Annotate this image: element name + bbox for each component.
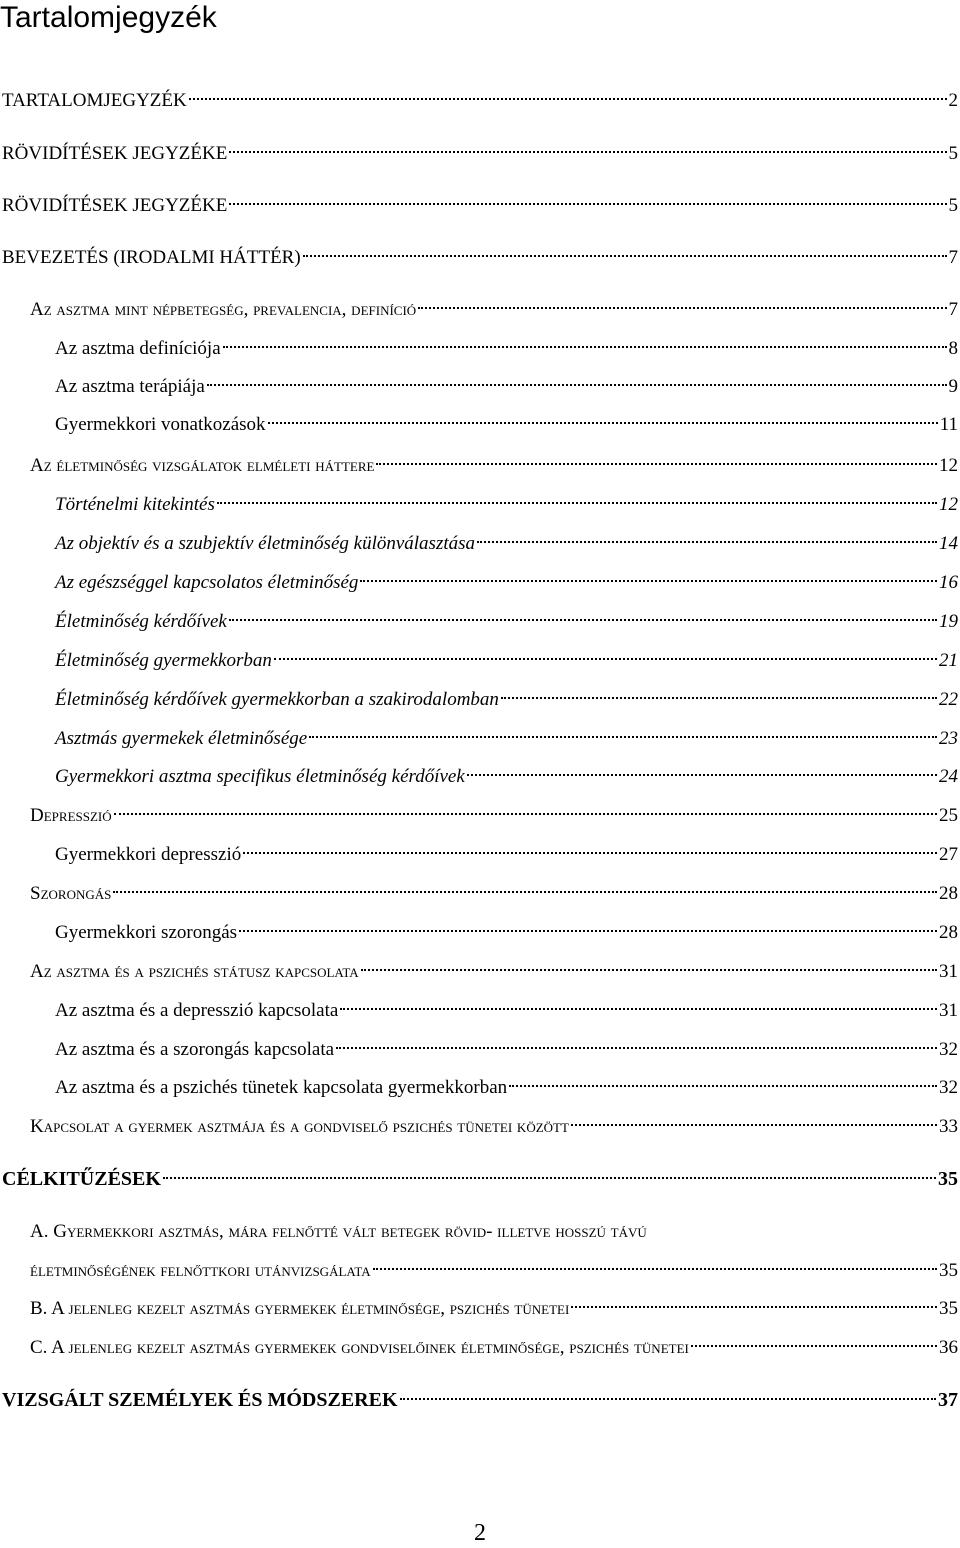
toc-entry[interactable]	[55, 1073, 958, 1103]
toc-entry-page: 35	[938, 1168, 958, 1190]
dot-leader	[571, 1124, 937, 1126]
toc-entry-label: Kapcsolat a gyermek asztmája és a gondviselő pszichés tünetei között	[30, 1116, 569, 1137]
toc-entry-page: 36	[939, 1337, 958, 1358]
toc-entry-page: 22	[939, 689, 958, 710]
toc-entry-page: 32	[939, 1039, 958, 1060]
toc-entry[interactable]	[2, 1164, 958, 1194]
toc-entry[interactable]	[55, 529, 958, 559]
toc-entry-page: 5	[948, 195, 958, 216]
dot-leader	[336, 1047, 937, 1049]
dot-leader	[113, 891, 937, 893]
toc-entry[interactable]	[55, 996, 958, 1026]
toc-entry[interactable]	[55, 1035, 958, 1065]
toc-entry-page: 16	[939, 572, 958, 593]
toc-entry-label: Gyermekkori depresszió	[55, 844, 242, 865]
toc-entry-label: Az egészséggel kapcsolatos életminőség	[55, 572, 359, 593]
toc-entry-page: 31	[939, 1000, 958, 1021]
toc-entry-page: 33	[939, 1116, 958, 1137]
toc-entry-label: Az asztma definíciója	[55, 338, 221, 359]
toc-entry-page: 8	[948, 338, 958, 359]
dot-leader	[340, 1008, 937, 1010]
dot-leader	[114, 813, 937, 815]
toc-entry-label: Depresszió	[30, 805, 112, 826]
toc-entry-page: 2	[948, 90, 958, 111]
toc-entry[interactable]	[2, 139, 958, 169]
toc-entry[interactable]	[55, 724, 958, 754]
toc-entry[interactable]	[30, 1294, 958, 1324]
toc-entry-label: TARTALOMJEGYZÉK	[2, 90, 187, 111]
dot-leader	[207, 384, 947, 386]
toc-entry[interactable]	[2, 243, 958, 273]
dot-leader	[373, 1268, 937, 1270]
page-number: 2	[474, 1520, 486, 1546]
toc-entry[interactable]	[30, 1333, 958, 1363]
dot-leader	[229, 151, 946, 153]
dot-leader	[229, 203, 946, 205]
toc-entry[interactable]	[30, 1256, 958, 1286]
toc-entry-page: 31	[939, 961, 958, 982]
toc-entry-page: 21	[939, 650, 958, 671]
toc-entry-label: Gyermekkori szorongás	[55, 922, 238, 943]
toc-entry-page: 35	[939, 1260, 958, 1281]
dot-leader	[400, 1398, 936, 1400]
toc-entry[interactable]	[55, 607, 958, 637]
dot-leader	[691, 1345, 937, 1347]
toc-entry-label: Szorongás	[30, 883, 112, 904]
toc-entry-page: 9	[948, 376, 958, 397]
toc-entry[interactable]	[55, 568, 958, 598]
dot-leader	[309, 736, 937, 738]
toc-entry[interactable]	[2, 86, 958, 116]
toc-entry[interactable]	[30, 957, 958, 987]
dot-leader	[274, 658, 937, 660]
dot-leader	[501, 697, 937, 699]
toc-entry-label: Az asztma és a szorongás kapcsolata	[55, 1039, 335, 1060]
toc-entry-page: 23	[939, 728, 958, 749]
toc-entry[interactable]	[30, 451, 958, 481]
toc-entry-label: RÖVIDÍTÉSEK JEGYZÉKE	[2, 195, 228, 216]
toc-entry-label: Az asztma terápiája	[55, 376, 205, 397]
toc-entry[interactable]	[55, 372, 958, 402]
toc-entry-label: Az asztma és a pszichés státusz kapcsolata	[30, 961, 359, 982]
toc-entry[interactable]	[55, 334, 958, 364]
toc-entry-page: 28	[939, 883, 958, 904]
dot-leader	[467, 774, 937, 776]
toc-entry[interactable]	[2, 1385, 958, 1415]
toc-entry-label: Életminőség kérdőívek gyermekkorban a szakirodalomban	[55, 689, 499, 710]
dot-leader	[509, 1085, 937, 1087]
dot-leader	[229, 619, 937, 621]
toc-entry-page: 7	[948, 299, 958, 320]
toc-entry-page: 25	[939, 805, 958, 826]
toc-entry-label: Életminőség gyermekkorban	[55, 650, 272, 671]
dot-leader	[360, 580, 937, 582]
toc-entry-label: C. A jelenleg kezelt asztmás gyermekek gondviselőinek életminősége, pszichés tünetei	[30, 1337, 689, 1358]
toc-entry-page: 35	[939, 1298, 958, 1319]
toc-entry-page: 14	[939, 533, 958, 554]
toc-entry-label: Az objektív és a szubjektív életminőség különválasztása	[55, 533, 476, 554]
toc-entry-label: Az asztma és a depresszió kapcsolata	[55, 1000, 339, 1021]
toc-entry[interactable]	[55, 918, 958, 948]
toc-entry[interactable]	[2, 191, 958, 221]
toc-entry-page: 7	[948, 247, 958, 268]
toc-entry-page: 28	[939, 922, 958, 943]
toc-entry[interactable]	[30, 1112, 958, 1142]
page-title: Tartalomjegyzék	[0, 1, 217, 34]
dot-leader	[217, 502, 937, 504]
dot-leader	[243, 852, 937, 854]
toc-entry-label: B. A jelenleg kezelt asztmás gyermekek életminősége, pszichés tünetei	[30, 1298, 570, 1319]
toc-entry-label: Asztmás gyermekek életminősége	[55, 728, 308, 749]
toc-entry[interactable]	[55, 840, 958, 870]
toc-entry-label: RÖVIDÍTÉSEK JEGYZÉKE	[2, 143, 228, 164]
toc-entry[interactable]	[55, 490, 958, 520]
dot-leader	[239, 930, 937, 932]
toc-entry[interactable]	[30, 879, 958, 909]
dot-leader	[303, 255, 947, 257]
dot-leader	[163, 1177, 936, 1179]
dot-leader	[223, 346, 947, 348]
toc-entry-label: VIZSGÁLT SZEMÉLYEK ÉS MÓDSZEREK	[2, 1389, 398, 1411]
toc-entry-label: Az asztma mint népbetegség, prevalencia, definíció	[30, 299, 417, 320]
dot-leader	[571, 1306, 937, 1308]
toc-entry-label: Gyermekkori vonatkozások	[55, 414, 266, 435]
toc-entry-page: 5	[948, 143, 958, 164]
toc-entry-label: BEVEZETÉS (IRODALMI HÁTTÉR)	[2, 247, 301, 268]
toc-entry[interactable]	[55, 762, 958, 792]
toc-entry-page: 19	[939, 611, 958, 632]
toc-entry[interactable]	[55, 410, 958, 440]
dot-leader	[268, 422, 938, 424]
toc-entry-label: életminőségének felnőttkori utánvizsgálata	[30, 1260, 371, 1281]
toc-entry[interactable]	[55, 685, 958, 715]
toc-entry-page: 32	[939, 1077, 958, 1098]
toc-entry-page: 11	[939, 414, 958, 435]
toc-entry-label: Életminőség kérdőívek	[55, 611, 227, 632]
dot-leader	[361, 969, 937, 971]
toc-entry-page: 37	[938, 1389, 958, 1411]
toc-entry-label-line1: A. Gyermekkori asztmás, mára felnőtté vált betegek rövid- illetve hosszú távú	[30, 1221, 647, 1242]
toc-entry-page: 24	[939, 766, 958, 787]
toc-entry-page: 12	[939, 455, 958, 476]
dot-leader	[376, 463, 937, 465]
toc-entry-label: Az életminőség vizsgálatok elméleti háttere	[30, 455, 375, 476]
dot-leader	[189, 98, 947, 100]
toc-entry-page: 27	[939, 844, 958, 865]
toc-entry-label: CÉLKITŰZÉSEK	[2, 1168, 161, 1190]
toc-entry[interactable]	[55, 646, 958, 676]
toc-entry[interactable]	[30, 295, 958, 325]
toc-entry-page: 12	[939, 494, 958, 515]
toc-entry-label: Történelmi kitekintés	[55, 494, 215, 515]
dot-leader	[418, 307, 946, 309]
toc-entry-label: Az asztma és a pszichés tünetek kapcsolata gyermekkorban	[55, 1077, 508, 1098]
dot-leader	[477, 541, 937, 543]
toc-entry-label: Gyermekkori asztma specifikus életminőség kérdőívek	[55, 766, 465, 787]
toc-entry[interactable]	[30, 801, 958, 831]
